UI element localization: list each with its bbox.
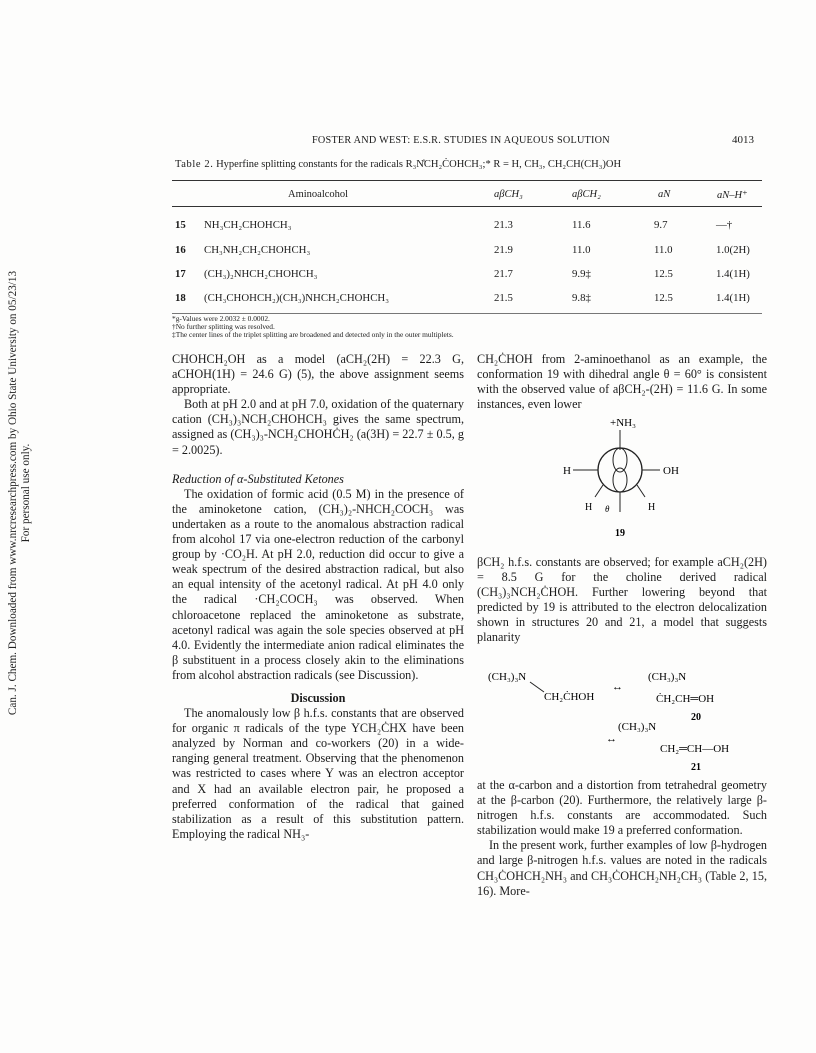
s19-bond-br (637, 485, 645, 497)
s19-right-label: OH (663, 465, 679, 477)
s21-chain: CH₂═CH—OH (660, 743, 730, 755)
row-a-n: 12.5 (654, 268, 673, 280)
page-number: 4013 (732, 134, 754, 146)
row-number: 17 (175, 268, 186, 280)
row-a-beta-ch2: 11.6 (572, 219, 591, 231)
row-a-beta-ch2: 9.8‡ (572, 292, 591, 304)
row-a-beta-ch2: 11.0 (572, 244, 591, 256)
table-row (172, 292, 762, 312)
right-paragraph-1: CH₂ĊHOH from 2-aminoethanol as an example, the conformation 19 with dihedral angle θ = 60° is consistent with the observed value of aβCH₂-(2H) = 11.6 G. In some instances, even lower (477, 352, 767, 412)
footnote-center-lines: ‡The center lines of the triplet splitting are broadened and detected only in the outer multiplets. (172, 330, 454, 340)
s19-bond-bl (595, 485, 603, 497)
right-paragraph-4: In the present work, further examples of low β-hydrogen and large β-nitrogen h.f.s. values are noted in the radicals CH₃ĊOHCH₂NH₃ and CH₃ĊOHCH₂NH₂CH₃ (Table 2, 15, 16). More- (477, 838, 767, 898)
row-a-beta-ch3: 21.7 (494, 268, 513, 280)
table-row (172, 219, 762, 239)
row-a-beta-ch3: 21.9 (494, 244, 513, 256)
row-a-nh: 1.4(1H) (716, 292, 750, 304)
s20-number-label: 20 (691, 712, 701, 723)
row-compound: NH₃CH₂CHOHCH₃ (204, 219, 292, 231)
s19-top-label: +NH₃ (610, 417, 636, 429)
s20-left-amine: (CH₃)₃N (488, 671, 527, 683)
left-paragraph-2: Both at pH 2.0 and at pH 7.0, oxidation of the quaternary cation (CH₃)₃NCH₂CHOHCH₃ gives the same spectrum, assigned as (CH₃)₃-NCH₂CHOHĊH₂ (a(3H) = 22.7 ± 0.5, g = 2.0025). (172, 397, 464, 457)
s20-right-amine: (CH₃)₃N (648, 671, 687, 683)
s20-bond (530, 682, 544, 692)
table-header-rule (172, 206, 762, 207)
s20-left-chain: CH₂ĊHOH (544, 691, 595, 703)
col-head-a-beta-ch3: aβCH₃ (494, 189, 523, 200)
row-a-nh: —† (716, 219, 733, 231)
s21-amine: (CH₃)₃N (618, 721, 657, 733)
row-a-n: 9.7 (654, 219, 668, 231)
structures-20-21-diagram (488, 660, 768, 770)
right-column-bottom (477, 778, 767, 899)
table-label: Table 2. (175, 159, 214, 170)
col-head-aminoalcohol: Aminoalcohol (288, 189, 349, 200)
row-compound: CH₃NH₂CH₂CHOHCH₃ (204, 244, 311, 256)
section-head-discussion: Discussion (290, 690, 346, 705)
col-head-a-beta-ch2: aβCH₂ (572, 189, 601, 200)
row-a-nh: 1.0(2H) (716, 244, 750, 256)
col-head-a-n: aN (658, 189, 671, 200)
row-a-n: 12.5 (654, 292, 673, 304)
row-a-nh: 1.4(1H) (716, 268, 750, 280)
s19-left-label: H (563, 465, 571, 477)
left-paragraph-3: The oxidation of formic acid (0.5 M) in the presence of the aminoketone cation, (CH₃)₂-NHCH₂COCH₃ was undertaken as a route to the anomalous abstraction radical from alcohol 17 via one-electron reduction of the carbonyl group by ·CO₂H. At pH 2.0, reduction did occur to give a weak spectrum of the desired abstraction radical, but also an equal intensity of the acetonyl radical. At pH 4.0 only the radical ·CH₂COCH₃ was observed. When chloroacetone replaced the aminoketone as substrate, acetonyl radical was again the sole species observed at pH 4.0. Evidently the intermediate anion radical eliminates the β substituent in a process closely akin to the eliminations from alcohol abstraction radicals (see Discussion). (172, 486, 464, 682)
row-number: 15 (175, 219, 186, 231)
table-caption (175, 159, 621, 170)
structure-19-diagram (555, 412, 695, 542)
row-a-beta-ch3: 21.5 (494, 292, 513, 304)
left-paragraph-1: CHOHCH₂OH as a model (aCH₂(2H) = 22.3 G, aCHOH(1H) = 24.6 G) (5), the above assignment seems appropriate. (172, 352, 464, 397)
s19-number-label: 19 (615, 528, 625, 539)
row-a-n: 11.0 (654, 244, 673, 256)
section-subhead-reduction: Reduction of α-Substituted Ketones (172, 471, 344, 486)
s21-resonance-arrow: ↔ (606, 733, 617, 745)
row-a-beta-ch3: 21.3 (494, 219, 513, 231)
s19-theta-label: θ (605, 504, 610, 514)
sidebar-line-1: Can. J. Chem. Downloaded from www.nrcresearchpress.com by Ohio State University on 05/23/13 (7, 270, 19, 716)
table-footnotes (172, 315, 454, 340)
row-compound: (CH₃)₂NHCH₂CHOHCH₃ (204, 268, 318, 280)
running-title: FOSTER AND WEST: E.S.R. STUDIES IN AQUEOUS SOLUTION (312, 135, 610, 146)
row-number: 16 (175, 244, 186, 256)
s19-bottom-right-label: H (648, 502, 656, 513)
s19-bottom-left-label: H (585, 502, 593, 513)
right-column-top (477, 352, 767, 412)
row-compound: (CH₃CHOHCH₂)(CH₃)NHCH₂CHOHCH₃ (204, 292, 389, 304)
footnote-no-splitting: †No further splitting was resolved. (172, 322, 275, 332)
s19-newman-circle (598, 448, 642, 492)
sidebar-line-2: For personal use only. (20, 443, 32, 543)
table-caption-text: Hyperfine splitting constants for the radicals R₃N̊CH₂ĊOHCH₃;* R = H, CH₃, CH₂CH(CH₃)OH (216, 159, 622, 170)
col-head-a-nh: aN–H⁺ (717, 190, 748, 201)
right-column-middle (477, 555, 767, 646)
s21-number-label: 21 (691, 762, 701, 770)
right-paragraph-2: βCH₂ h.f.s. constants are observed; for example aCH₂(2H) = 8.5 G for the choline derived radical (CH₃)₃NCH₂ĊHOH. Further lowering beyond that predicted by 19 is attributed to the electron delocalization shown in structures 20 and 21, a model that suggests planarity (477, 555, 767, 645)
s20-resonance-arrow: ↔ (612, 681, 623, 693)
row-number: 18 (175, 292, 186, 304)
right-paragraph-3: at the α-carbon and a distortion from tetrahedral geometry at the β-carbon (20). Furthermore, the relatively large β-nitrogen h.f.s. constants are accommodated. Such stabilization would make 19 a preferred conformation. (477, 778, 767, 838)
left-column (172, 352, 464, 842)
left-paragraph-4: The anomalously low β h.f.s. constants that are observed for organic π radicals of the type YCH₂ĊHX have been analyzed by Norman and co-workers (20) in a wide-ranging general treatment. Observing that the phenomenon was restricted to cases where Y was an electron acceptor and X had an available electron pair, he proposed a preferred conformation of the radical that gained stabilization as a result of this substitution pattern. Employing the radical NH₃- (172, 706, 464, 841)
row-a-beta-ch2: 9.9‡ (572, 268, 591, 280)
table-top-rule (172, 180, 762, 181)
footnote-g-values: *g-Values were 2.0032 ± 0.0002. (172, 314, 270, 323)
download-sidebar (7, 93, 33, 893)
table-row (172, 244, 762, 264)
s20-right-chain: ĊH₂CH═OH (656, 693, 715, 705)
table-row (172, 268, 762, 288)
